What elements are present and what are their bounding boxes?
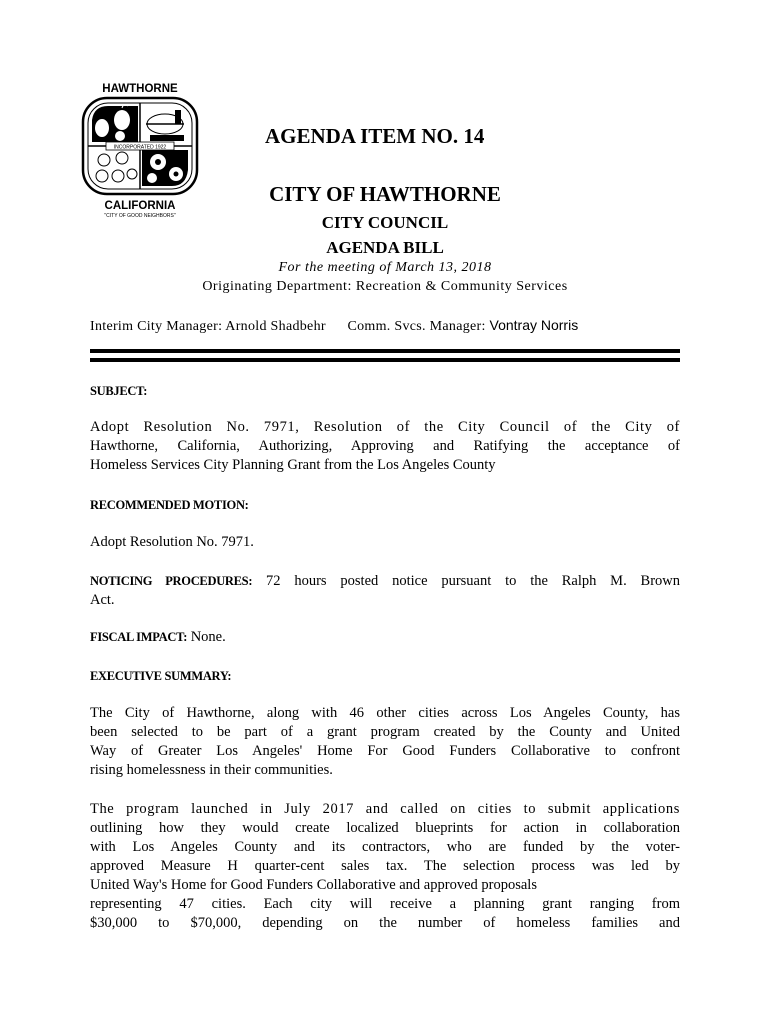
noticing-text: 72 hours posted notice pursuant to the Ralph M. Brown [266, 573, 680, 589]
fiscal-impact-heading: FISCAL IMPACT: [90, 630, 188, 644]
recommended-motion-text: Adopt Resolution No. 7971. [90, 534, 254, 550]
summary-line: representing 47 cities. Each city will receive a planning grant ranging from [90, 896, 680, 912]
summary-line: approved Measure H quarter-cent sales tax. The selection process was led by [90, 858, 680, 874]
executive-summary-paragraph-2 [90, 800, 680, 933]
council-title: CITY COUNCIL [321, 213, 449, 232]
summary-line: The City of Hawthorne, along with 46 other cities across Los Angeles County, has [90, 705, 680, 721]
interim-manager-name: Arnold Shadbehr [225, 319, 326, 334]
noticing-procedures [90, 572, 680, 610]
executive-summary-paragraph-1 [90, 704, 680, 780]
recommended-motion-heading: RECOMMENDED MOTION: [90, 498, 249, 512]
summary-line: been selected to be part of a grant program created by the County and United [90, 724, 680, 740]
summary-line: United Way's Home for Good Funders Collaborative and approved proposals [90, 877, 537, 893]
fiscal-impact-text: None. [190, 629, 226, 645]
summary-line: Way of Greater Los Angeles' Home For Good Funders Collaborative to confront [90, 743, 680, 759]
header-divider-top [90, 349, 680, 353]
originating-department: Originating Department: Recreation & Community Services [202, 279, 568, 294]
summary-line: with Los Angeles County and its contractors, who are funded by the voter- [90, 839, 680, 855]
seal-bottom-text: CALIFORNIA [104, 200, 176, 212]
subject-line: Adopt Resolution No. 7971, Resolution of the City Council of the City of [90, 419, 680, 435]
interim-manager-label: Interim City Manager: [90, 319, 223, 334]
city-title: CITY OF HAWTHORNE [269, 182, 501, 206]
executive-summary-heading: EXECUTIVE SUMMARY: [90, 669, 232, 683]
noticing-heading: NOTICING PROCEDURES: [90, 574, 253, 588]
summary-line: $30,000 to $70,000, depending on the number of homeless families and [90, 915, 680, 931]
subject-line: Hawthorne, California, Authorizing, Approving and Ratifying the acceptance of [90, 438, 680, 454]
comm-manager-label: Comm. Svcs. Manager: [347, 319, 486, 334]
subject-heading: SUBJECT: [90, 384, 148, 398]
summary-line: rising homelessness in their communities. [90, 762, 333, 778]
comm-manager-name: Vontray Norris [489, 317, 579, 333]
agenda-bill-title: AGENDA BILL [326, 238, 444, 257]
summary-line: outlining how they would create localized blueprints for action in collaboration [90, 820, 680, 836]
seal-top-text: HAWTHORNE [102, 83, 178, 95]
seal-incorporated-text: INCORPORATED 1922 [113, 144, 167, 151]
header-divider-bottom [90, 358, 680, 362]
summary-line: The program launched in July 2017 and called on cities to submit applications [90, 801, 680, 817]
subject-text [90, 418, 680, 475]
seal-motto-text: "CITY OF GOOD NEIGHBORS" [104, 213, 176, 219]
agenda-item-number: AGENDA ITEM NO. 14 [265, 124, 485, 148]
noticing-text-cont: Act. [90, 592, 115, 608]
subject-line: Homeless Services City Planning Grant from the Los Angeles County [90, 457, 496, 473]
meeting-date: For the meeting of March 13, 2018 [278, 260, 492, 275]
manager-line [90, 317, 690, 335]
fiscal-impact [90, 628, 680, 647]
